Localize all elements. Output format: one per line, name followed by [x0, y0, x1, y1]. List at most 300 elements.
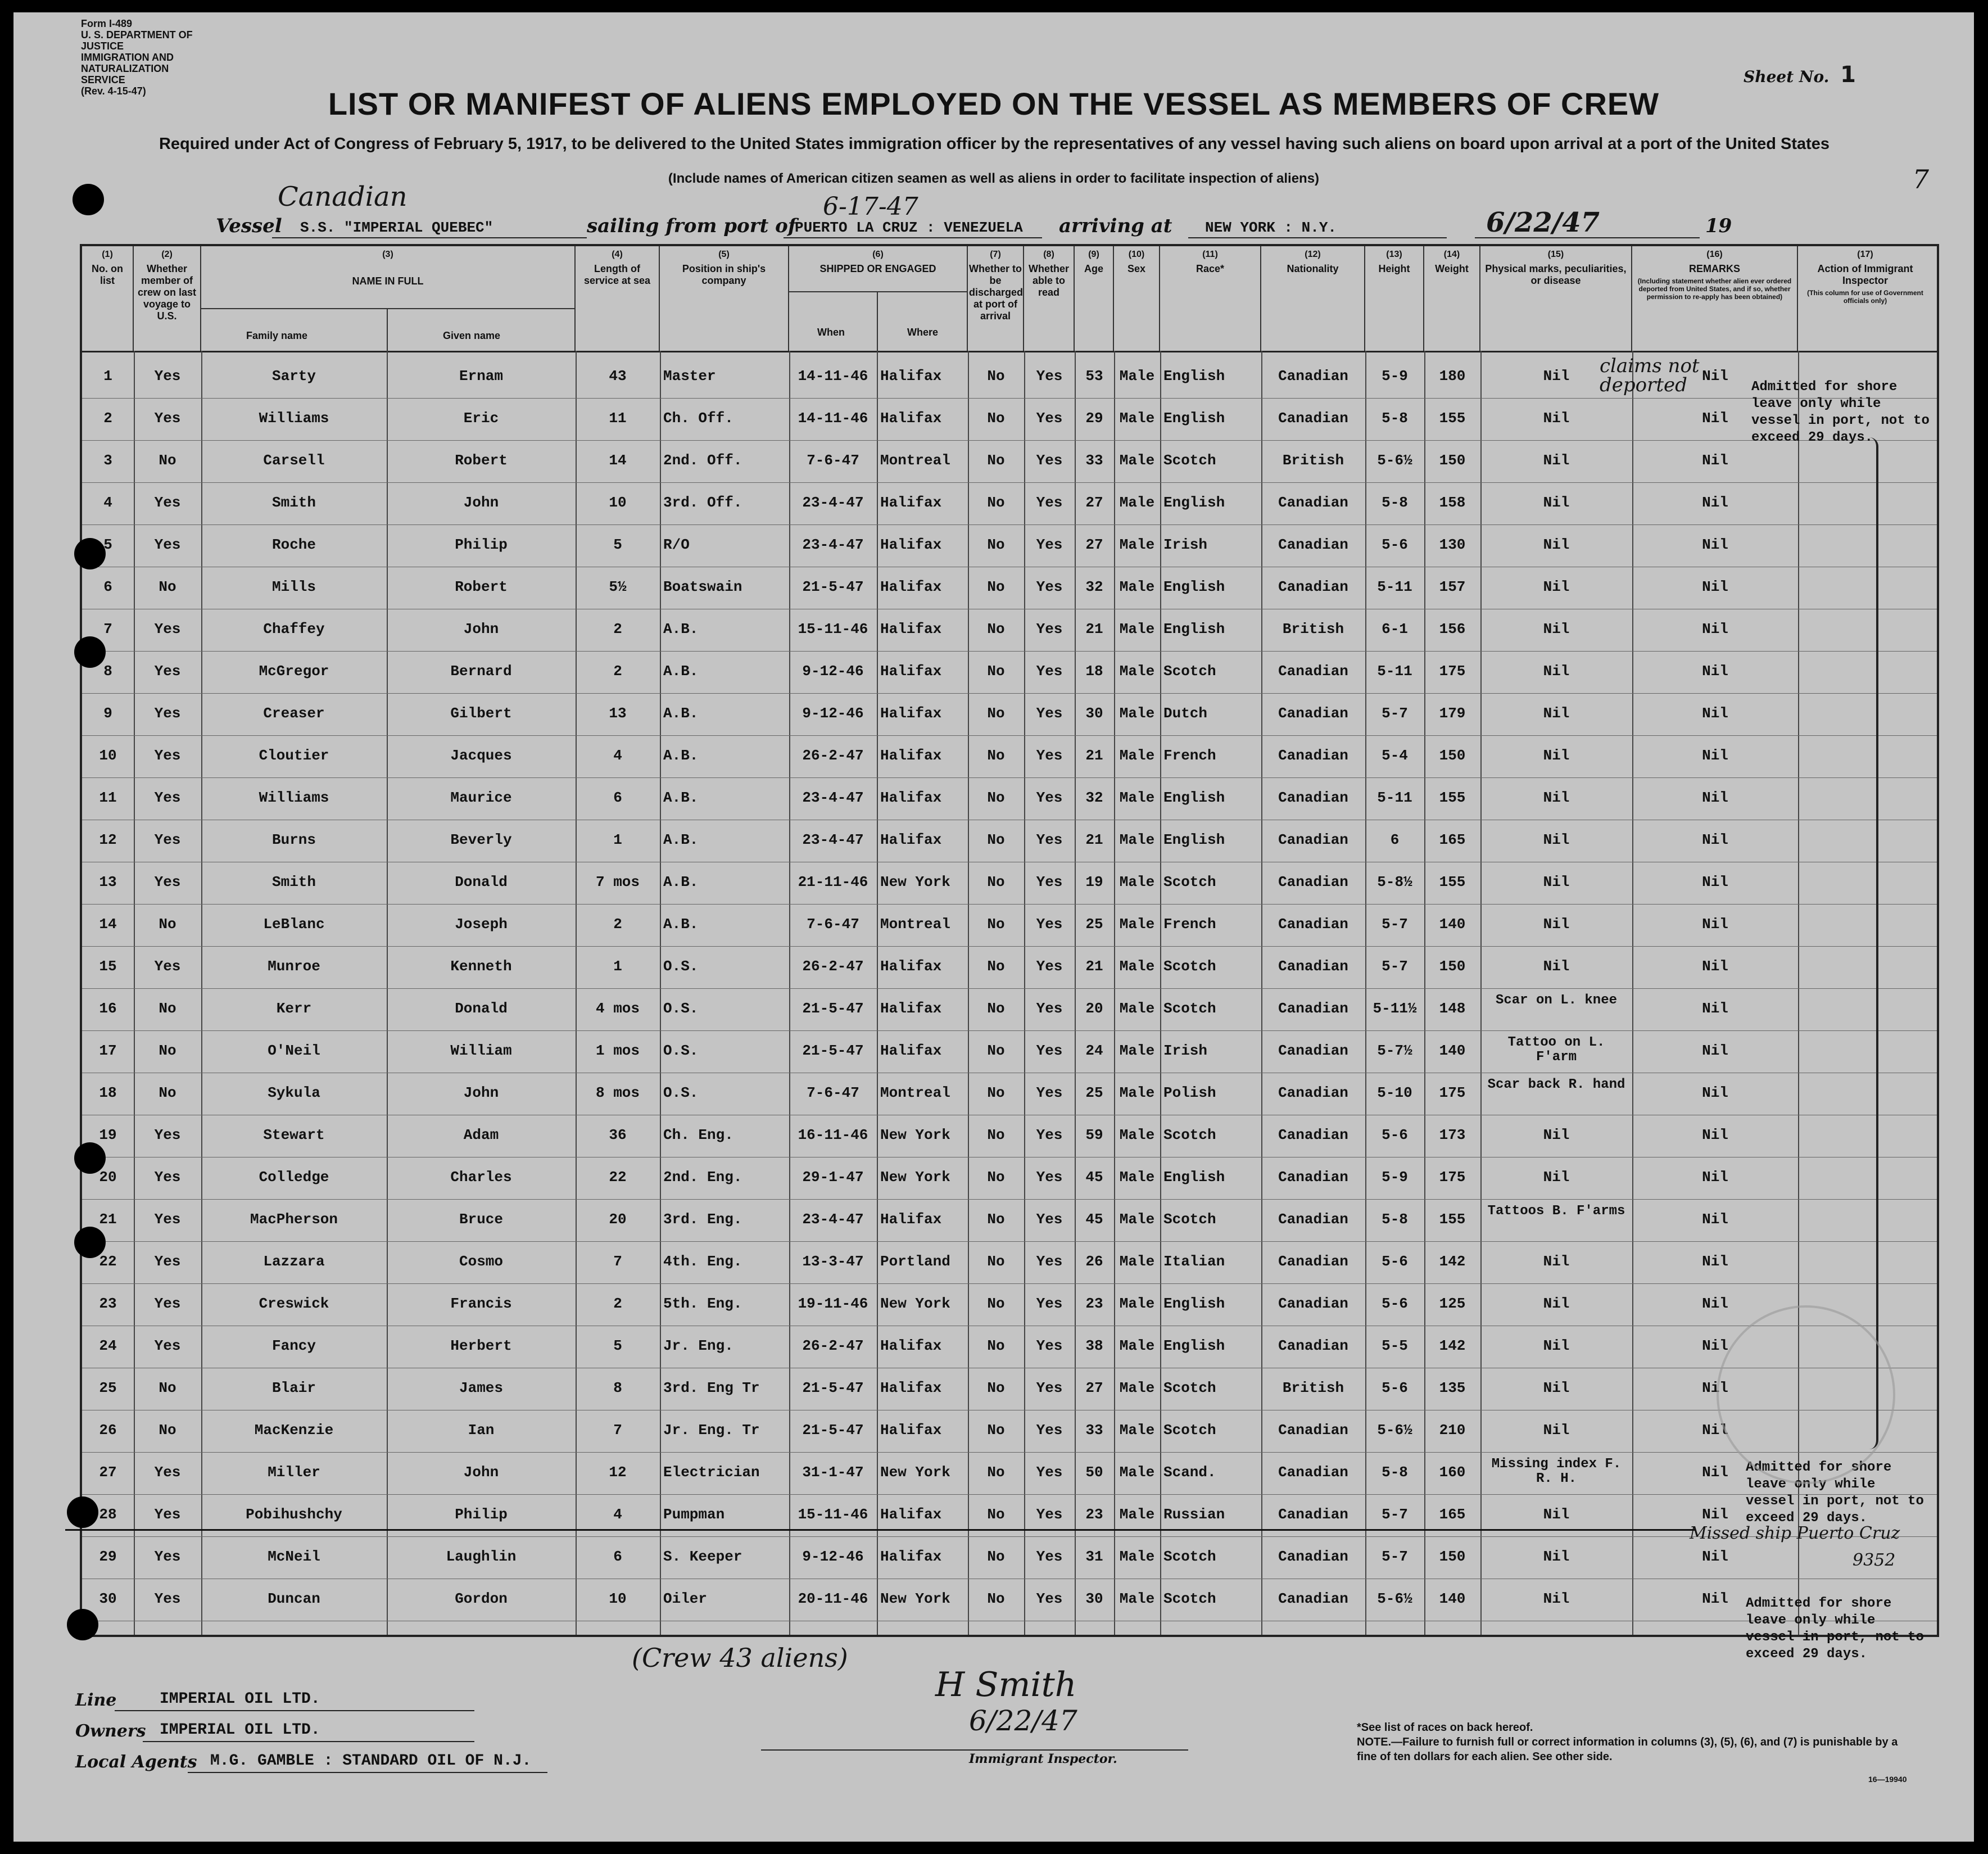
- cell-sex: Male: [1119, 1127, 1155, 1143]
- cell-family: Burns: [271, 831, 316, 848]
- cell-prev: Yes: [154, 747, 181, 764]
- cell-no: 30: [99, 1590, 117, 1607]
- cell-ht: 5-8: [1382, 410, 1408, 427]
- cell-read: Yes: [1036, 578, 1063, 595]
- cell-given: John: [463, 621, 499, 637]
- cell-where: New York: [880, 1590, 950, 1607]
- table-row: [82, 905, 1937, 947]
- cell-disch: No: [987, 1506, 1005, 1523]
- cell-where: Halifax: [880, 1000, 942, 1017]
- table-row: [82, 1157, 1937, 1200]
- cell-read: Yes: [1036, 831, 1063, 848]
- cell-disch: No: [987, 1042, 1005, 1059]
- cell-sex: Male: [1119, 1169, 1155, 1186]
- cell-sex: Male: [1119, 663, 1155, 680]
- cell-family: Munroe: [268, 958, 320, 975]
- cell-wt: 150: [1439, 1548, 1466, 1565]
- cell-nat: Canadian: [1278, 1000, 1348, 1017]
- cell-family: Sarty: [271, 368, 316, 385]
- cell-given: Beverly: [450, 831, 512, 848]
- cell-marks: Tattoo on L. F'arm: [1507, 1035, 1605, 1065]
- cell-when: 21-5-47: [802, 1422, 864, 1439]
- cell-given: Donald: [455, 1000, 508, 1017]
- cell-svc: 4: [613, 747, 622, 764]
- cell-when: 20-11-46: [798, 1590, 868, 1607]
- cell-no: 23: [99, 1295, 117, 1312]
- cell-nat: British: [1282, 621, 1344, 637]
- cell-nat: Canadian: [1278, 789, 1348, 806]
- page-title: LIST OR MANIFEST OF ALIENS EMPLOYED ON THE VESSEL AS MEMBERS OF CREW: [328, 86, 1660, 121]
- cell-svc: 20: [609, 1211, 627, 1228]
- cell-svc: 8: [613, 1380, 622, 1396]
- cell-when: 21-5-47: [802, 1042, 864, 1059]
- cell-svc: 4 mos: [595, 1000, 640, 1017]
- cell-family: Roche: [271, 536, 316, 553]
- cell-where: Portland: [880, 1253, 950, 1270]
- cell-prev: Yes: [154, 536, 181, 553]
- cell-race: Russian: [1163, 1506, 1225, 1523]
- col-header-no: (1) No. on list: [82, 246, 134, 351]
- cell-marks: Nil: [1543, 368, 1570, 385]
- cell-family: LeBlanc: [263, 916, 325, 933]
- cell-given: Laughlin: [446, 1548, 517, 1565]
- cell-no: 22: [99, 1253, 117, 1270]
- cell-disch: No: [987, 1127, 1005, 1143]
- ditto-bracket-line: [1869, 437, 1878, 1449]
- table-row: [82, 1579, 1937, 1621]
- cell-marks: Nil: [1543, 578, 1570, 595]
- cell-where: Halifax: [880, 1422, 942, 1439]
- cell-svc: 5: [613, 536, 622, 553]
- cell-given: Gilbert: [450, 705, 512, 722]
- cell-race: Irish: [1163, 1042, 1208, 1059]
- cell-family: MacKenzie: [254, 1422, 334, 1439]
- cell-race: Scotch: [1163, 874, 1216, 890]
- arrival-date-hand: 6/22/47: [1486, 207, 1600, 238]
- cell-sex: Male: [1119, 1084, 1155, 1101]
- cell-wt: 125: [1439, 1295, 1466, 1312]
- cell-age: 50: [1085, 1464, 1103, 1481]
- cell-age: 24: [1085, 1042, 1103, 1059]
- cell-wt: 210: [1439, 1422, 1466, 1439]
- admitted-stamp-3: Admitted for shore leave only while vessel in port, not to exceed 29 days.: [1746, 1596, 1924, 1662]
- cell-sex: Male: [1119, 1422, 1155, 1439]
- cell-prev: Yes: [154, 1127, 181, 1143]
- cell-given: James: [459, 1380, 503, 1396]
- cell-read: Yes: [1036, 536, 1063, 553]
- cell-no: 24: [99, 1337, 117, 1354]
- cell-family: Pobihushchy: [246, 1506, 342, 1523]
- cell-disch: No: [987, 1590, 1005, 1607]
- cell-race: English: [1163, 831, 1225, 848]
- cell-wt: 150: [1439, 452, 1466, 469]
- cell-read: Yes: [1036, 874, 1063, 890]
- cell-disch: No: [987, 789, 1005, 806]
- cell-rem: Nil: [1702, 831, 1728, 848]
- cell-rem: Nil: [1702, 1084, 1728, 1101]
- cell-pos: Pumpman: [663, 1506, 725, 1523]
- cell-svc: 7: [613, 1422, 622, 1439]
- cell-pos: A.B.: [663, 874, 699, 890]
- cell-rem: Nil: [1702, 1169, 1728, 1186]
- cell-family: Lazzara: [263, 1253, 325, 1270]
- cell-wt: 148: [1439, 1000, 1466, 1017]
- cell-svc: 43: [609, 368, 627, 385]
- cell-age: 18: [1085, 663, 1103, 680]
- cell-pos: A.B.: [663, 705, 699, 722]
- cell-age: 59: [1085, 1127, 1103, 1143]
- cell-when: 21-5-47: [802, 1380, 864, 1396]
- cell-read: Yes: [1036, 1211, 1063, 1228]
- table-row: [82, 989, 1937, 1031]
- cell-rem: Nil: [1702, 1211, 1728, 1228]
- cell-rem: Nil: [1702, 1042, 1728, 1059]
- cell-nat: Canadian: [1278, 1211, 1348, 1228]
- cell-ht: 5-9: [1382, 1169, 1408, 1186]
- cell-ht: 5-6: [1382, 1295, 1408, 1312]
- cell-given: John: [463, 1464, 499, 1481]
- cell-age: 20: [1085, 1000, 1103, 1017]
- col-header-sex: (10) Sex: [1114, 246, 1160, 351]
- cell-race: Scotch: [1163, 1380, 1216, 1396]
- table-row: [82, 652, 1937, 694]
- vessel-label: Vessel: [216, 215, 282, 237]
- table-row: [82, 820, 1937, 862]
- owners-label: Owners: [75, 1721, 146, 1741]
- cell-family: Creaser: [263, 705, 325, 722]
- table-row: [82, 1031, 1937, 1073]
- hand-note-row1: claims not deported: [1600, 355, 1700, 396]
- sheet-number: [1744, 62, 1856, 88]
- cell-marks: Nil: [1543, 621, 1570, 637]
- col-header-name: (3) NAME IN FULL Family name Given name: [201, 246, 576, 351]
- cell-wt: 173: [1439, 1127, 1466, 1143]
- cell-no: 1: [103, 368, 112, 385]
- cell-age: 45: [1085, 1169, 1103, 1186]
- cell-rem: Nil: [1702, 621, 1728, 637]
- cell-when: 7-6-47: [807, 916, 859, 933]
- year-suffix: 19: [1705, 215, 1732, 237]
- cell-nat: Canadian: [1278, 1337, 1348, 1354]
- cell-sex: Male: [1119, 1042, 1155, 1059]
- cell-rem: Nil: [1702, 1548, 1728, 1565]
- cell-prev: No: [159, 1422, 176, 1439]
- arriving-label: arriving at: [1059, 215, 1172, 237]
- cell-prev: No: [159, 916, 176, 933]
- cell-where: Halifax: [880, 1211, 942, 1228]
- cell-race: French: [1163, 916, 1216, 933]
- cell-marks: Scar on L. knee: [1495, 993, 1618, 1008]
- cell-prev: Yes: [154, 1295, 181, 1312]
- cell-no: 11: [99, 789, 117, 806]
- col-header-nationality: (12) Nationality: [1261, 246, 1365, 351]
- cell-pos: O.S.: [663, 1084, 699, 1101]
- table-row: [82, 1284, 1937, 1326]
- cell-age: 21: [1085, 621, 1103, 637]
- cell-age: 27: [1085, 494, 1103, 511]
- cell-family: Miller: [268, 1464, 320, 1481]
- sheet-value: 1: [1840, 62, 1856, 88]
- cell-ht: 6: [1390, 831, 1400, 848]
- cell-read: Yes: [1036, 1422, 1063, 1439]
- cell-sex: Male: [1119, 1590, 1155, 1607]
- cell-svc: 13: [609, 705, 627, 722]
- cell-svc: 6: [613, 789, 622, 806]
- cell-no: 20: [99, 1169, 117, 1186]
- cell-pos: 3rd. Eng Tr: [663, 1380, 760, 1396]
- cell-rem: Nil: [1702, 536, 1728, 553]
- cell-when: 26-2-47: [802, 958, 864, 975]
- col-header-height: (13) Height: [1365, 246, 1424, 351]
- cell-ht: 5-8½: [1377, 874, 1412, 890]
- cell-family: Mills: [271, 578, 316, 595]
- cell-where: Halifax: [880, 1506, 942, 1523]
- cell-family: McNeil: [268, 1548, 320, 1565]
- cell-disch: No: [987, 663, 1005, 680]
- cell-no: 28: [99, 1506, 117, 1523]
- cell-sex: Male: [1119, 1380, 1155, 1396]
- cell-disch: No: [987, 705, 1005, 722]
- cell-when: 23-4-47: [802, 1211, 864, 1228]
- cell-race: English: [1163, 1337, 1225, 1354]
- cell-when: 16-11-46: [798, 1127, 868, 1143]
- cell-ht: 5-4: [1382, 747, 1408, 764]
- cell-ht: 5-11: [1377, 789, 1412, 806]
- cell-sex: Male: [1119, 1464, 1155, 1481]
- cell-wt: 142: [1439, 1337, 1466, 1354]
- cell-where: Halifax: [880, 958, 942, 975]
- col-header-action: (17) Action of Immigrant Inspector (This column for use of Government officials only): [1807, 250, 1923, 305]
- cell-given: John: [463, 494, 499, 511]
- inspector-signature: H Smith: [935, 1665, 1077, 1704]
- cell-pos: O.S.: [663, 1000, 699, 1017]
- cell-pos: R/O: [663, 536, 690, 553]
- cell-family: Colledge: [259, 1169, 329, 1186]
- cell-ht: 5-7½: [1377, 1042, 1412, 1059]
- col-header-race: (11) Race*: [1160, 246, 1261, 351]
- cell-given: Jacques: [450, 747, 512, 764]
- cell-disch: No: [987, 621, 1005, 637]
- cell-rem: Nil: [1702, 1253, 1728, 1270]
- cell-given: Philip: [455, 536, 508, 553]
- cell-where: Halifax: [880, 621, 942, 637]
- cell-given: Herbert: [450, 1337, 512, 1354]
- cell-disch: No: [987, 831, 1005, 848]
- cell-family: MacPherson: [250, 1211, 338, 1228]
- table-row: [82, 1537, 1937, 1579]
- cell-disch: No: [987, 1422, 1005, 1439]
- cell-family: Williams: [259, 410, 329, 427]
- cell-family: Chaffey: [263, 621, 325, 637]
- cell-when: 23-4-47: [802, 831, 864, 848]
- admitted-stamp-2: Admitted for shore leave only while vessel in port, not to exceed 29 days.: [1746, 1460, 1924, 1526]
- cell-rem: Nil: [1702, 1000, 1728, 1017]
- cell-prev: Yes: [154, 1590, 181, 1607]
- cell-disch: No: [987, 452, 1005, 469]
- cell-read: Yes: [1036, 410, 1063, 427]
- cell-race: Scotch: [1163, 1590, 1216, 1607]
- cell-when: 26-2-47: [802, 747, 864, 764]
- cell-disch: No: [987, 1548, 1005, 1565]
- cell-given: Eric: [463, 410, 499, 427]
- cell-svc: 6: [613, 1548, 622, 1565]
- cell-rem: Nil: [1702, 578, 1728, 595]
- cell-age: 25: [1085, 916, 1103, 933]
- cell-marks: Nil: [1543, 1548, 1570, 1565]
- cell-nat: Canadian: [1278, 831, 1348, 848]
- cell-no: 12: [99, 831, 117, 848]
- cell-rem: Nil: [1702, 1337, 1728, 1354]
- cell-marks: Nil: [1543, 663, 1570, 680]
- cell-where: Halifax: [880, 705, 942, 722]
- col-header-weight: (14) Weight: [1424, 246, 1480, 351]
- cell-age: 26: [1085, 1253, 1103, 1270]
- cell-prev: Yes: [154, 1253, 181, 1270]
- cell-nat: Canadian: [1278, 536, 1348, 553]
- cell-when: 23-4-47: [802, 494, 864, 511]
- cell-nat: British: [1282, 1380, 1344, 1396]
- cell-prev: Yes: [154, 368, 181, 385]
- race-note: *See list of races on back hereof.: [1357, 1721, 1533, 1734]
- cell-where: Halifax: [880, 747, 942, 764]
- page-subnote: (Include names of American citizen seamen as well as aliens in order to facilitate inspection of aliens): [668, 171, 1320, 186]
- cell-marks: Nil: [1543, 874, 1570, 890]
- cell-family: Fancy: [271, 1337, 316, 1354]
- cell-ht: 5-11½: [1373, 1000, 1417, 1017]
- cell-given: Donald: [455, 874, 508, 890]
- cell-marks: Nil: [1543, 410, 1570, 427]
- cell-read: Yes: [1036, 368, 1063, 385]
- cell-sex: Male: [1119, 789, 1155, 806]
- cell-race: Dutch: [1163, 705, 1208, 722]
- cell-sex: Male: [1119, 578, 1155, 595]
- cell-where: Halifax: [880, 663, 942, 680]
- cell-when: 13-3-47: [802, 1253, 864, 1270]
- cell-disch: No: [987, 1084, 1005, 1101]
- cell-pos: Jr. Eng.: [663, 1337, 733, 1354]
- cell-where: Halifax: [880, 578, 942, 595]
- cell-svc: 1: [613, 831, 622, 848]
- cell-ht: 5-7: [1382, 958, 1408, 975]
- sail-date-hand: 6-17-47: [823, 192, 918, 221]
- cell-sex: Male: [1119, 1000, 1155, 1017]
- cell-family: O'Neil: [268, 1042, 320, 1059]
- cell-pos: A.B.: [663, 747, 699, 764]
- cell-no: 8: [103, 663, 112, 680]
- cell-age: 21: [1085, 958, 1103, 975]
- table-row: [82, 736, 1937, 778]
- cell-nat: Canadian: [1278, 1042, 1348, 1059]
- cell-where: Halifax: [880, 1380, 942, 1396]
- cell-read: Yes: [1036, 1084, 1063, 1101]
- cell-family: McGregor: [259, 663, 329, 680]
- cell-sex: Male: [1119, 368, 1155, 385]
- vessel-line: [216, 207, 1902, 238]
- cell-disch: No: [987, 368, 1005, 385]
- sailing-label: sailing from port of: [587, 215, 796, 237]
- table-row: [82, 1410, 1937, 1453]
- cell-age: 33: [1085, 452, 1103, 469]
- cell-read: Yes: [1036, 1548, 1063, 1565]
- cell-marks: Nil: [1543, 1590, 1570, 1607]
- col-header-marks: (15) Physical marks, peculiarities, or disease: [1480, 246, 1632, 351]
- cell-prev: Yes: [154, 958, 181, 975]
- cell-disch: No: [987, 747, 1005, 764]
- cell-read: Yes: [1036, 705, 1063, 722]
- cell-read: Yes: [1036, 1042, 1063, 1059]
- inspection-seal: [1717, 1305, 1895, 1484]
- cell-svc: 1 mos: [595, 1042, 640, 1059]
- cell-no: 21: [99, 1211, 117, 1228]
- cell-age: 23: [1085, 1506, 1103, 1523]
- cell-svc: 10: [609, 494, 627, 511]
- cell-race: Scotch: [1163, 1211, 1216, 1228]
- cell-prev: Yes: [154, 705, 181, 722]
- cell-no: 27: [99, 1464, 117, 1481]
- cell-rem: Nil: [1702, 705, 1728, 722]
- cell-ht: 5-6½: [1377, 1590, 1412, 1607]
- cell-age: 30: [1085, 1590, 1103, 1607]
- cell-sex: Male: [1119, 1337, 1155, 1354]
- cell-where: New York: [880, 1127, 950, 1143]
- cell-prev: Yes: [154, 663, 181, 680]
- cell-pos: Oiler: [663, 1590, 708, 1607]
- cell-pos: 2nd. Off.: [663, 452, 742, 469]
- cell-ht: 5-8: [1382, 494, 1408, 511]
- cell-sex: Male: [1119, 452, 1155, 469]
- cell-race: English: [1163, 410, 1225, 427]
- cell-when: 23-4-47: [802, 789, 864, 806]
- cell-when: 19-11-46: [798, 1295, 868, 1312]
- cell-no: 13: [99, 874, 117, 890]
- cell-prev: No: [159, 578, 176, 595]
- cell-svc: 10: [609, 1590, 627, 1607]
- inspector-label: Immigrant Inspector.: [969, 1752, 1117, 1766]
- cell-nat: Canadian: [1278, 1548, 1348, 1565]
- cell-rem: Nil: [1702, 1295, 1728, 1312]
- cell-pos: O.S.: [663, 958, 699, 975]
- cell-when: 7-6-47: [807, 452, 859, 469]
- cell-when: 15-11-46: [798, 621, 868, 637]
- cell-race: Scotch: [1163, 663, 1216, 680]
- cell-pos: Jr. Eng. Tr: [663, 1422, 760, 1439]
- cell-nat: Canadian: [1278, 663, 1348, 680]
- cell-where: Halifax: [880, 831, 942, 848]
- cell-prev: Yes: [154, 1464, 181, 1481]
- cell-svc: 7: [613, 1253, 622, 1270]
- table-row: [82, 1200, 1937, 1242]
- cell-family: Sykula: [268, 1084, 320, 1101]
- cell-rem: Nil: [1702, 916, 1728, 933]
- cell-given: Ian: [468, 1422, 495, 1439]
- table-row: [82, 1326, 1937, 1368]
- cell-read: Yes: [1036, 1169, 1063, 1186]
- cell-rem: Nil: [1702, 1464, 1728, 1481]
- cell-read: Yes: [1036, 621, 1063, 637]
- cell-race: English: [1163, 1169, 1225, 1186]
- table-row: [82, 1073, 1937, 1115]
- cell-ht: 5-7: [1382, 916, 1408, 933]
- table-row: [82, 1368, 1937, 1410]
- cell-marks: Tattoos B. F'arms: [1487, 1204, 1625, 1219]
- table-row: [82, 399, 1937, 441]
- cell-ht: 5-7: [1382, 705, 1408, 722]
- cell-prev: No: [159, 1084, 176, 1101]
- cell-given: Bernard: [450, 663, 512, 680]
- cell-nat: Canadian: [1278, 958, 1348, 975]
- cell-race: English: [1163, 789, 1225, 806]
- cell-where: New York: [880, 1295, 950, 1312]
